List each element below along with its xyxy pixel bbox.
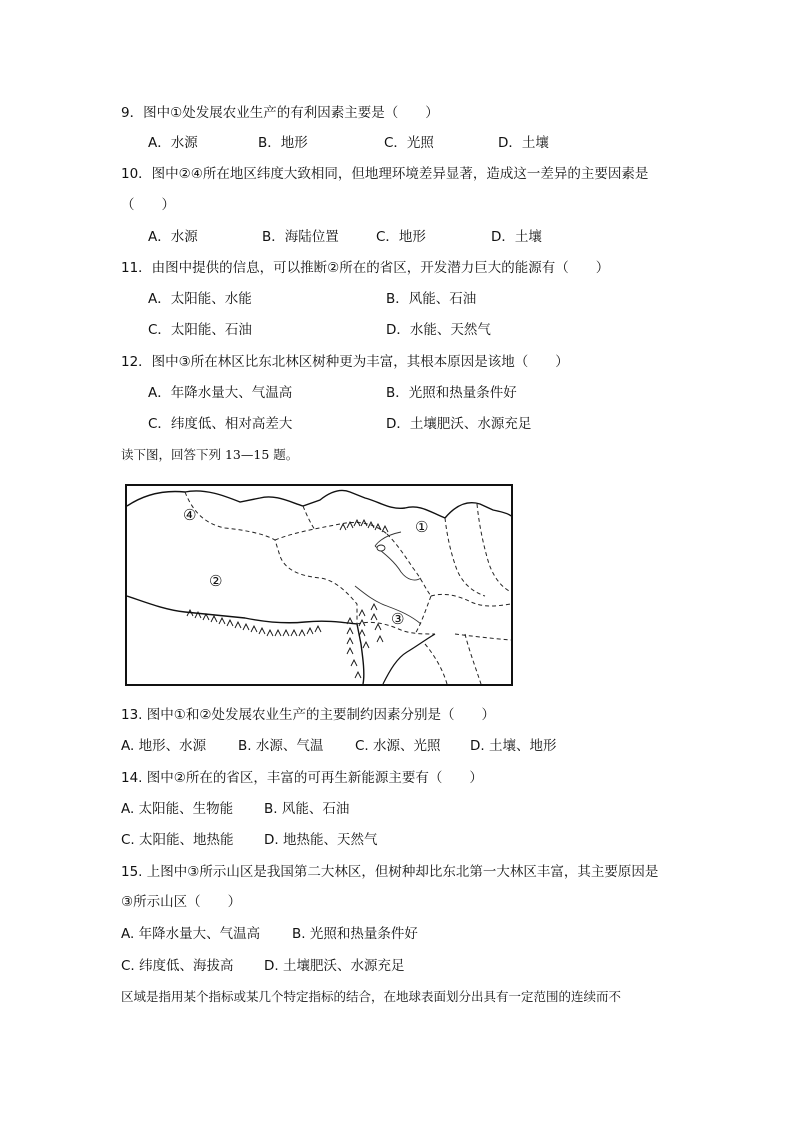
q14-option-a[interactable]: A. 太阳能、生物能 [121, 801, 234, 817]
q13-option-c[interactable]: C. 水源、光照 [355, 738, 441, 754]
marker-3: ③ [391, 610, 405, 628]
question-11-stem: 11．由图中提供的信息，可以推断②所在的省区，开发潜力巨大的能源有（ ） [121, 260, 610, 276]
q15-option-c[interactable]: C. 纬度低、海拔高 [121, 958, 234, 974]
footer-paragraph: 区域是指用某个指标或某几个特定指标的结合，在地球表面划分出具有一定范围的连续而不 [121, 989, 622, 1004]
q9-option-a[interactable]: A．水源 [148, 135, 198, 151]
q13-option-d[interactable]: D. 土壤、地形 [470, 738, 557, 754]
q9-option-c[interactable]: C．光照 [384, 135, 434, 151]
q10-option-b[interactable]: B．海陆位置 [262, 229, 339, 245]
q13-option-a[interactable]: A. 地形、水源 [121, 738, 207, 754]
q12-option-c[interactable]: C．纬度低、相对高差大 [148, 416, 293, 432]
q13-option-b[interactable]: B. 水源、气温 [238, 738, 324, 754]
question-10-stem: 10．图中②④所在地区纬度大致相同，但地理环境差异显著，造成这一差异的主要因素是 [121, 166, 649, 182]
q15-option-d[interactable]: D. 土壤肥沃、水源充足 [264, 958, 405, 974]
q12-option-a[interactable]: A．年降水量大、气温高 [148, 385, 293, 401]
q11-option-b[interactable]: B．风能、石油 [386, 291, 477, 307]
q14-option-b[interactable]: B. 风能、石油 [264, 801, 350, 817]
question-13-stem: 13. 图中①和②处发展农业生产的主要制约因素分别是（ ） [121, 707, 495, 723]
marker-1: ① [415, 518, 429, 536]
q11-option-c[interactable]: C．太阳能、石油 [148, 322, 252, 338]
q10-option-d[interactable]: D．土壤 [491, 229, 542, 245]
marker-2: ② [209, 572, 223, 590]
question-15-stem-cont: ③所示山区（ ） [121, 894, 242, 910]
q11-option-a[interactable]: A．太阳能、水能 [148, 291, 252, 307]
q10-option-c[interactable]: C．地形 [376, 229, 426, 245]
q9-option-b[interactable]: B．地形 [258, 135, 308, 151]
q15-option-a[interactable]: A. 年降水量大、气温高 [121, 926, 261, 942]
map-intro: 读下图，回答下列 13—15 题。 [121, 447, 299, 462]
question-10-stem-cont: （ ） [121, 197, 175, 213]
q14-option-c[interactable]: C. 太阳能、地热能 [121, 832, 234, 848]
q12-option-d[interactable]: D．土壤肥沃、水源充足 [386, 416, 532, 432]
q11-option-d[interactable]: D．水能、天然气 [386, 322, 491, 338]
region-map [125, 484, 513, 686]
q10-option-a[interactable]: A．水源 [148, 229, 198, 245]
marker-4: ④ [183, 506, 197, 524]
q14-option-d[interactable]: D. 地热能、天然气 [264, 832, 378, 848]
question-14-stem: 14. 图中②所在的省区，丰富的可再生新能源主要有（ ） [121, 770, 483, 786]
q12-option-b[interactable]: B．光照和热量条件好 [386, 385, 517, 401]
q15-option-b[interactable]: B. 光照和热量条件好 [292, 926, 418, 942]
question-9-stem: 9．图中①处发展农业生产的有利因素主要是（ ） [121, 105, 439, 121]
question-12-stem: 12．图中③所在林区比东北林区树种更为丰富，其根本原因是该地（ ） [121, 354, 569, 370]
question-15-stem: 15. 上图中③所示山区是我国第二大林区，但树种却比东北第一大林区丰富，其主要原因是 [121, 864, 659, 880]
q9-option-d[interactable]: D．土壤 [498, 135, 549, 151]
